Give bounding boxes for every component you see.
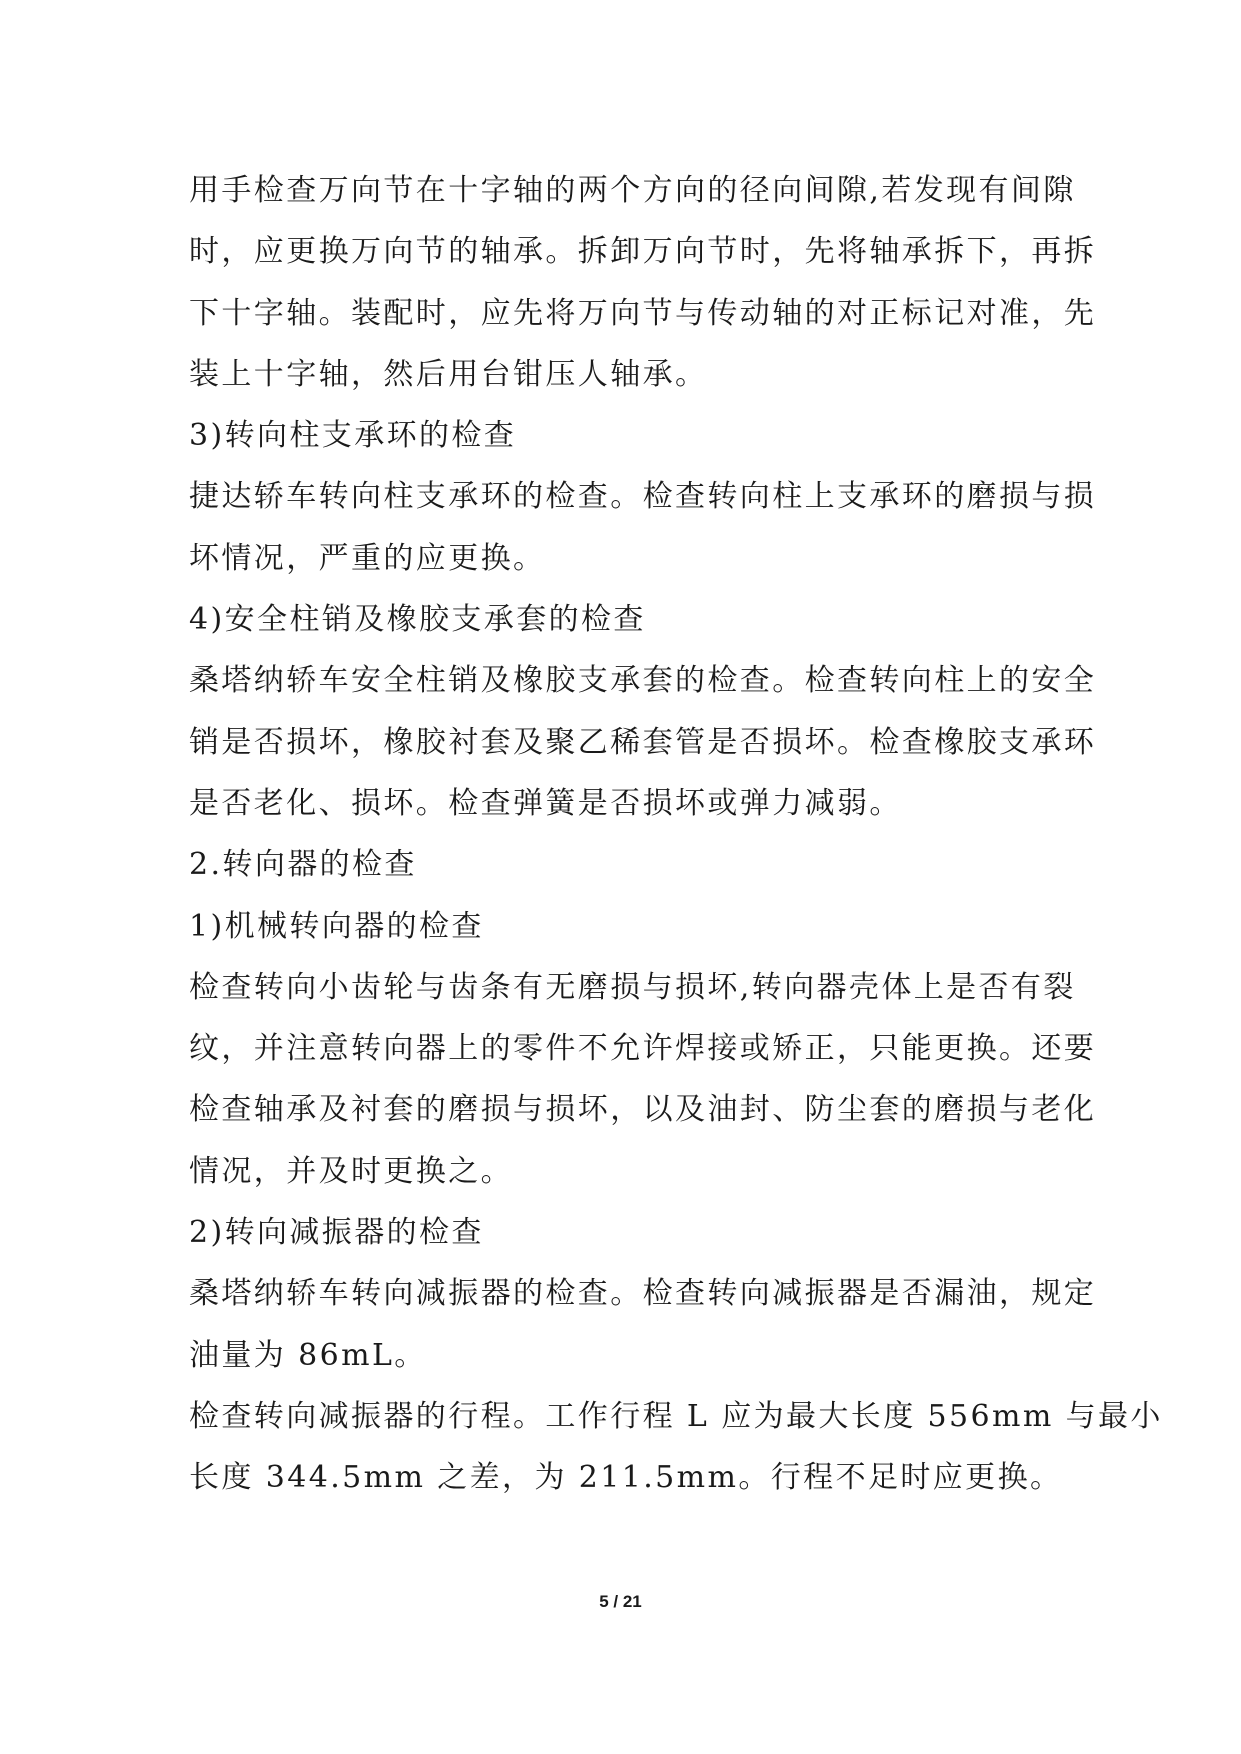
- text-line: 装上十字轴，然后用台钳压人轴承。: [189, 356, 708, 392]
- text-line: 时，应更换万向节的轴承。拆卸万向节时，先将轴承拆下，再拆: [189, 234, 1097, 270]
- text-line: 桑塔纳轿车安全柱销及橡胶支承套的检查。检查转向柱上的安全: [189, 663, 1097, 699]
- text-line: 捷达轿车转向柱支承环的检查。检查转向柱上支承环的磨损与损: [189, 479, 1097, 515]
- text-line: 检查转向小齿轮与齿条有无磨损与损坏,转向器壳体上是否有裂: [189, 969, 1076, 1005]
- text-line: 2)转向减振器的检查: [189, 1215, 484, 1251]
- text-line: 油量为 86mL。: [189, 1337, 427, 1373]
- text-line: 下十字轴。装配时，应先将万向节与传动轴的对正标记对准，先: [189, 295, 1097, 331]
- text-line: 销是否损坏，橡胶衬套及聚乙稀套管是否损坏。检查橡胶支承环: [189, 724, 1097, 760]
- text-line: 2.转向器的检查: [189, 847, 417, 883]
- text-line: 桑塔纳轿车转向减振器的检查。检查转向减振器是否漏油，规定: [189, 1276, 1097, 1312]
- text-line: 长度 344.5mm 之差，为 211.5mm。行程不足时应更换。: [189, 1460, 1063, 1496]
- text-line: 情况，并及时更换之。: [189, 1153, 513, 1189]
- text-line: 纹，并注意转向器上的零件不允许焊接或矫正，只能更换。还要: [189, 1031, 1097, 1067]
- text-line: 检查轴承及衬套的磨损与损坏，以及油封、防尘套的磨损与老化: [189, 1092, 1097, 1128]
- page-number: 5 / 21: [599, 1592, 642, 1611]
- text-line: 是否老化、损坏。检查弹簧是否损坏或弹力减弱。: [189, 785, 902, 821]
- text-line: 4)安全柱销及橡胶支承套的检查: [189, 602, 646, 638]
- text-line: 坏情况，严重的应更换。: [189, 540, 546, 576]
- document-body: [189, 160, 1163, 1509]
- text-line: 用手检查万向节在十字轴的两个方向的径向间隙,若发现有间隙: [189, 173, 1076, 208]
- text-line: 3)转向柱支承环的检查: [189, 418, 517, 454]
- text-line: 1)机械转向器的检查: [189, 908, 484, 944]
- text-line: 检查转向减振器的行程。工作行程 L 应为最大长度 556mm 与最小: [189, 1398, 1163, 1434]
